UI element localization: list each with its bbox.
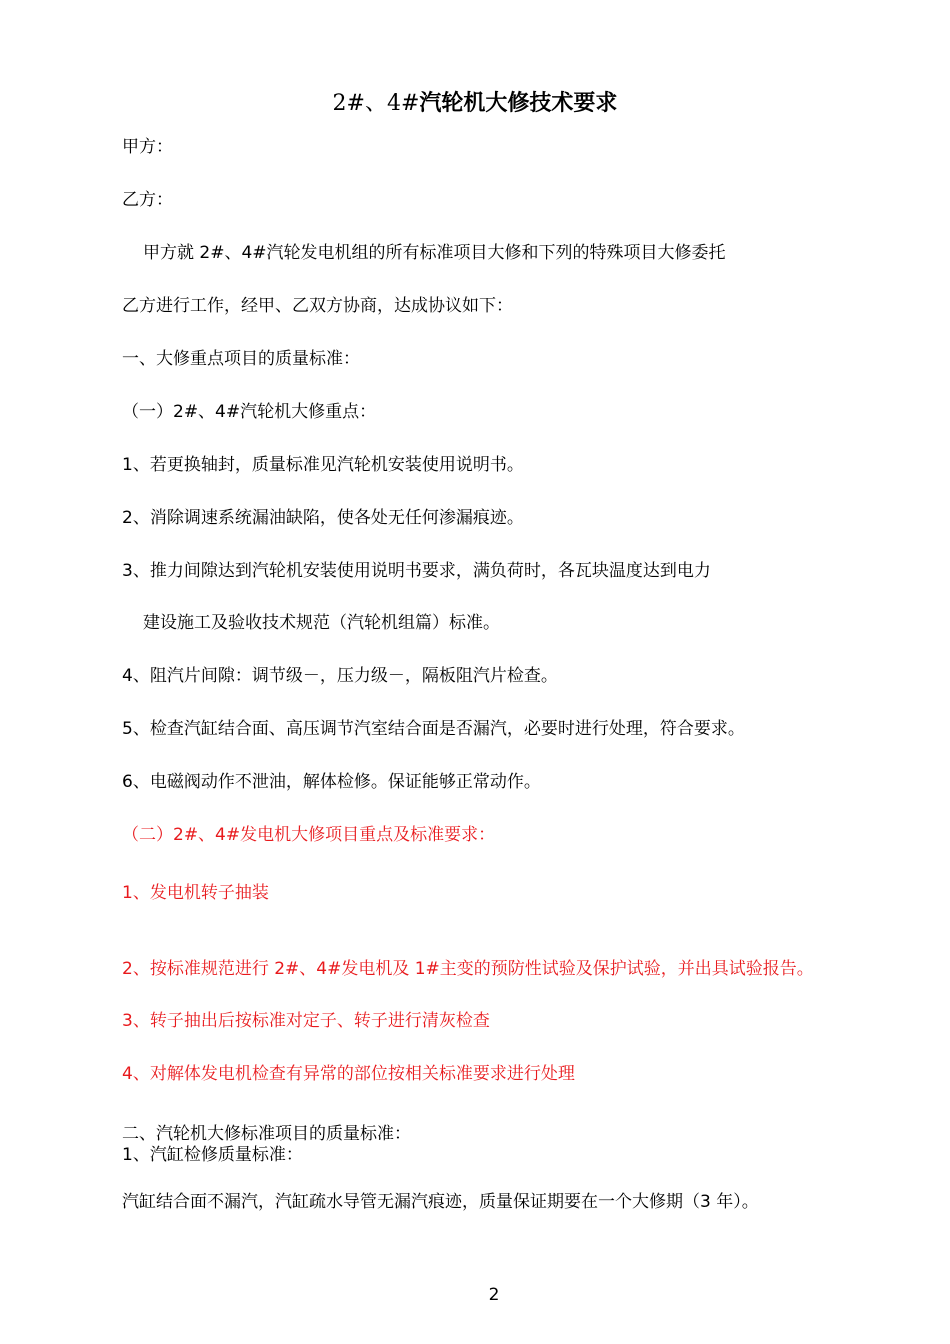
part-1-item: 2、消除调速系统漏油缺陷，使各处无任何渗漏痕迹。 xyxy=(122,508,524,528)
part-2-heading: （二）2#、4#发电机大修项目重点及标准要求： xyxy=(122,825,496,845)
part-1-heading: （一）2#、4#汽轮机大修重点： xyxy=(122,402,377,422)
title-prefix: 2#、4# xyxy=(332,91,420,116)
part-1-item: 6、电磁阀动作不泄油，解体检修。保证能够正常动作。 xyxy=(122,772,541,792)
part-2-item: 3、转子抽出后按标准对定子、转子进行清灰检查 xyxy=(122,1011,490,1031)
page-number: 2 xyxy=(488,1285,500,1305)
part-1-item: 1、若更换轴封，质量标准见汽轮机安装使用说明书。 xyxy=(122,455,524,475)
document-title xyxy=(0,86,950,117)
part-1-item: 4、阻汽片间隙：调节级－，压力级－，隔板阻汽片检查。 xyxy=(122,666,558,686)
party-b-label: 乙方： xyxy=(122,190,173,210)
section-2-text: 汽缸结合面不漏汽，汽缸疏水导管无漏汽痕迹，质量保证期要在一个大修期（3 年）。 xyxy=(122,1192,759,1212)
part-2-item: 4、对解体发电机检查有异常的部位按相关标准要求进行处理 xyxy=(122,1064,575,1084)
part-1-item-continued: 建设施工及验收技术规范（汽轮机组篇）标准。 xyxy=(143,613,500,633)
section-2-sub-heading: 1、汽缸检修质量标准： xyxy=(122,1145,303,1165)
title-main: 汽轮机大修技术要求 xyxy=(419,91,618,116)
part-2-item: 1、发电机转子抽装 xyxy=(122,883,269,903)
part-1-item: 5、检查汽缸结合面、高压调节汽室结合面是否漏汽，必要时进行处理，符合要求。 xyxy=(122,719,745,739)
section-2-heading: 二、汽轮机大修标准项目的质量标准： xyxy=(122,1124,411,1144)
section-1-heading: 一、大修重点项目的质量标准： xyxy=(122,349,360,369)
party-a-label: 甲方： xyxy=(122,137,173,157)
part-2-item: 2、按标准规范进行 2#、4#发电机及 1#主变的预防性试验及保护试验，并出具试验报告。 xyxy=(122,959,814,979)
part-1-item: 3、推力间隙达到汽轮机安装使用说明书要求，满负荷时，各瓦块温度达到电力 xyxy=(122,561,711,581)
intro-line-1: 甲方就 2#、4#汽轮发电机组的所有标准项目大修和下列的特殊项目大修委托 xyxy=(143,243,726,263)
intro-line-2: 乙方进行工作，经甲、乙双方协商，达成协议如下： xyxy=(122,296,513,316)
